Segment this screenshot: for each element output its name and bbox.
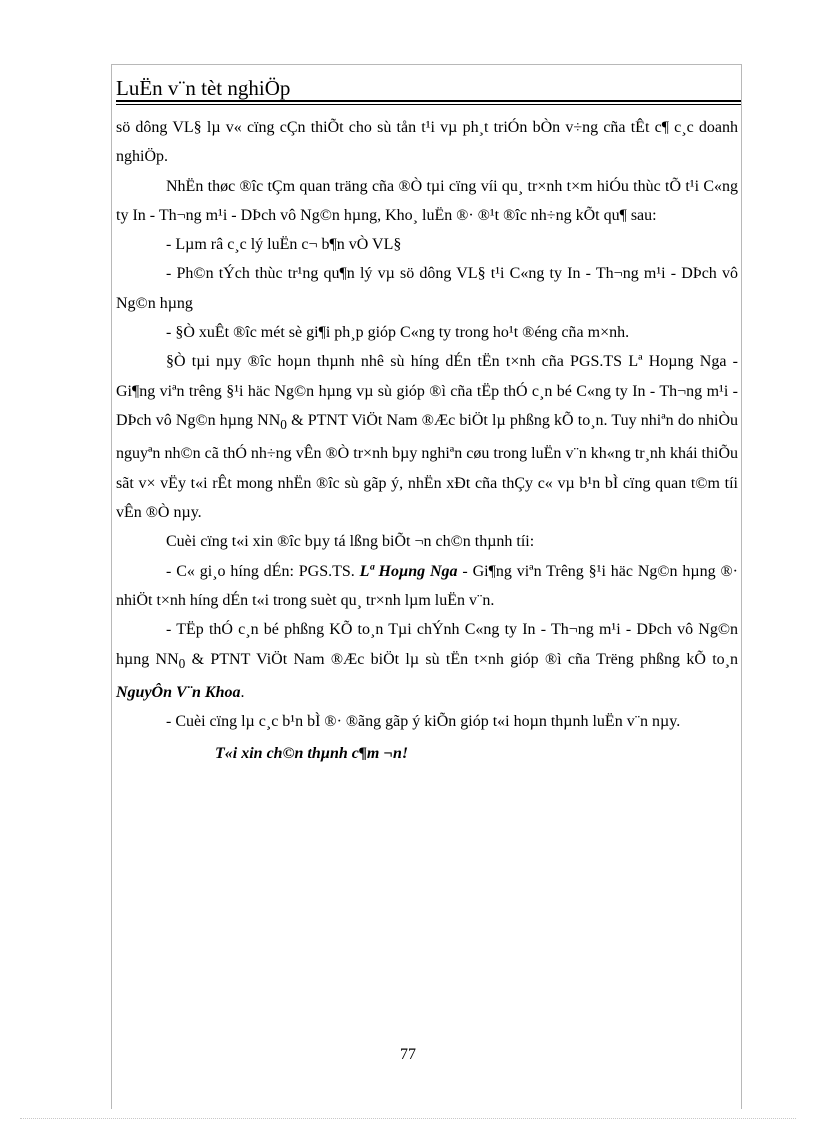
paragraph-4: - Ph©n tÝch thùc tr¹ng qu¶n lý vµ sö dông VL§ t¹i C«ng ty In - Th¬ng m¹i - DÞch vô Ng©n hµng (116, 265, 738, 312)
paragraph-9-text: - TËp thÓ c¸n bé phßng KÕ to¸n Tµi chÝnh C«ng ty In - Th¬ng m¹i - DÞch vô Ng©n hµng NN (116, 621, 738, 668)
paragraph-6-text-end: & PTNT ViÖt Nam ®Æc biÖt lµ phßng kÕ to¸n. Tuy nhiªn do nhiÒu nguyªn nh©n cã thÓ nh÷ng vÊn ®Ò tr×nh bµy nghiªn cøu trong luËn v¨n kh«ng tr¸nh khái thiÕu sãt v× vËy t«i rÊt mong nhËn ®îc sù gãp ý, nhËn xÐt cña thÇy c« vµ b¹n bÌ cïng quan t©m tíi vÊn ®Ò nµy. (116, 411, 738, 522)
page-footer-divider (20, 1118, 796, 1119)
header-rule-thick (116, 100, 741, 102)
header-rule-thin (116, 104, 741, 105)
paragraph-9-text-mid: & PTNT ViÖt Nam ®Æc biÖt lµ sù tËn t×nh gióp ®ì cña Trëng phßng kÕ to¸n (185, 650, 738, 668)
page-frame-left (111, 64, 112, 1109)
head-accountant-name: NguyÔn V¨n Khoa (116, 684, 241, 702)
paragraph-6-subscript: 0 (280, 417, 287, 433)
body-text (116, 113, 738, 768)
paragraph-8 (116, 557, 738, 616)
page-number: 77 (400, 1046, 416, 1063)
paragraph-10: - Cuèi cïng lµ c¸c b¹n bÌ ®· ®ãng gãp ý kiÕn gióp t«i hoµn thµnh luËn v¨n nµy. (166, 713, 681, 731)
page-frame-top (111, 64, 741, 65)
paragraph-3: - Lµm râ c¸c lý luËn c¬ b¶n vÒ VL§ (166, 236, 402, 254)
paragraph-8-text-end: - Gi¶ng viªn Trêng §¹i häc Ng©n hµng ®· nhiÖt t×nh híng dÉn t«i trong suèt qu¸ tr×nh lµm luËn v¨n. (116, 562, 738, 609)
header-title: LuËn v¨n tèt nghiÖp (116, 76, 291, 100)
paragraph-8-text: - C« gi¸o híng dÉn: PGS.TS. (166, 562, 360, 580)
paragraph-9-subscript: 0 (178, 655, 186, 671)
page-frame-right (741, 64, 742, 1109)
paragraph-9-text-end: . (240, 684, 245, 702)
paragraph-7: Cuèi cïng t«i xin ®îc bµy tá lßng biÕt ¬n ch©n thµnh tíi: (166, 533, 535, 551)
paragraph-5: - §Ò xuÊt ®îc mét sè gi¶i ph¸p gióp C«ng ty trong ho¹t ®éng cña m×nh. (166, 324, 630, 342)
paragraph-9 (116, 615, 738, 707)
closing-thanks: T«i xin ch©n thµnh c¶m ¬n! (215, 744, 409, 762)
paragraph-6-text: §Ò tµi nµy ®îc hoµn thµnh nhê sù híng dÉn tËn t×nh cña PGS.TS Lª Hoµng Nga - Gi¶ng viªn trêng §¹i häc Ng©n hµng vµ sù gióp ®ì cña tËp thÓ c¸n bé C«ng ty In - Th¬ng m¹i - DÞch vô Ng©n hµng NN (116, 353, 738, 429)
advisor-name: Lª Hoµng Nga (359, 562, 458, 580)
paragraph-1: sö dông VL§ lµ v« cïng cÇn thiÕt cho sù tån t¹i vµ ph¸t triÓn bÒn v÷ng cña tÊt c¶ c¸c doanh nghiÖp. (116, 119, 738, 166)
paragraph-6 (116, 347, 738, 527)
paragraph-2: NhËn thøc ®îc tÇm quan träng cña ®Ò tµi cïng víi qu¸ tr×nh t×m hiÓu thùc tÕ t¹i C«ng ty In - Th¬ng m¹i - DÞch vô Ng©n hµng, Kho¸ luËn ®· ®¹t ®îc nh÷ng kÕt qu¶ sau: (116, 177, 738, 224)
